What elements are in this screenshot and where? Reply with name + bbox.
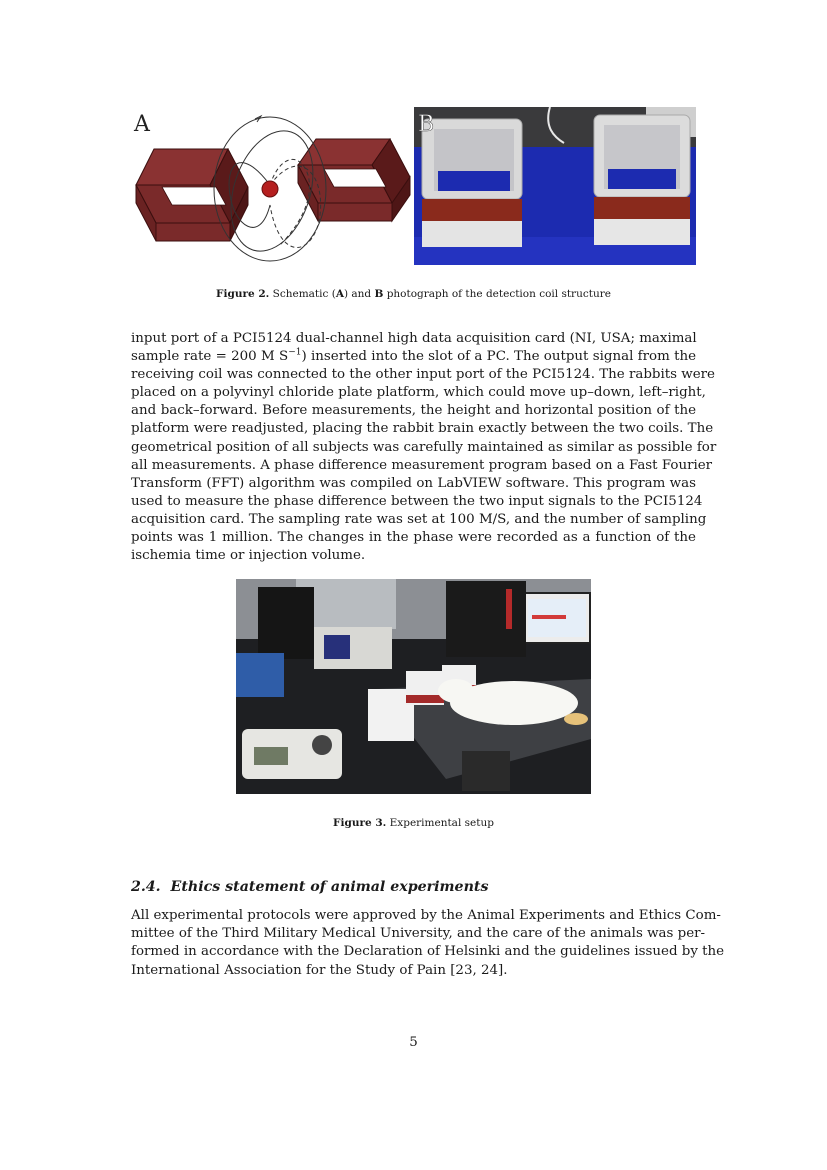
body-paragraph-1 [131,330,717,565]
paragraph-line: formed in accordance with the Declaration of Helsinki and the guidelines issued by the [131,944,725,960]
line-text: sample rate = 200 M S [131,349,289,365]
paragraph-line: and back–forward. Before measurements, the height and horizontal position of the [131,403,696,419]
caption-bold-a: A [335,288,344,300]
panel-b-label: B [418,112,435,137]
figure-3-photograph [236,579,591,794]
figure-2-label: Figure 2. [216,288,270,300]
figure-2-caption [0,288,827,300]
paragraph-line: All experimental protocols were approved by the Animal Experiments and Ethics Com- [131,908,721,923]
left-coil-drawing [136,149,248,241]
paragraph-line: receiving coil was connected to the other input port of the PCI5124. The rabbits were [131,367,715,383]
paragraph-line: Transform (FFT) algorithm was compiled on LabVIEW software. This program was [131,475,696,491]
paragraph-line: geometrical position of all subjects was carefully maintained as similar as possible for [131,439,717,455]
superscript: −1 [288,347,302,358]
paragraph-line: International Association for the Study of Pain [23, 24]. [131,962,508,978]
coil-box-left [422,119,522,247]
figure-3-caption [0,817,827,829]
line-text: ) inserted into the slot of a PC. The output signal from the [301,349,697,365]
caption-bold-b: B [374,288,384,300]
caption-text: ) and [343,288,375,300]
sample-sphere [262,181,278,197]
paragraph-line: placed on a polyvinyl chloride plate platform, which could move up–down, left–right, [131,385,706,401]
caption-text: photograph of the detection coil structure [383,288,611,300]
paragraph-line: platform were readjusted, placing the rabbit brain exactly between the two coils. The [131,421,714,437]
paragraph-line: all measurements. A phase difference measurement program based on a Fast Fourier [131,457,713,473]
figure-2a-schematic [130,105,412,267]
paragraph-line [131,348,696,366]
caption-text: Schematic ( [272,288,336,300]
paragraph-line: used to measure the phase difference between the two input signals to the PCI5124 [131,493,703,509]
section-heading [131,879,488,895]
paragraph-line: acquisition card. The sampling rate was set at 100 M/S, and the number of sampling [131,511,707,527]
figure-3-label: Figure 3. [333,817,387,829]
panel-a-label: A [134,112,150,137]
page-number: 5 [409,1035,418,1050]
section-title: Ethics statement of animal experiments [170,879,489,895]
paragraph-line: input port of a PCI5124 dual-channel high data acquisition card (NI, USA; maximal [131,331,697,346]
paragraph-line: ischemia time or injection volume. [131,548,366,564]
coil-box-right [594,115,690,245]
body-paragraph-2 [131,907,725,980]
right-coil-drawing [298,139,410,221]
paragraph-line: mittee of the Third Military Medical University, and the care of the animals was per- [131,926,706,942]
paragraph-line: points was 1 million. The changes in the phase were recorded as a function of the [131,530,696,546]
figure-3-caption-text: Experimental setup [386,817,494,829]
figure-2b-photograph [414,107,696,265]
section-number: 2.4. [131,879,161,895]
